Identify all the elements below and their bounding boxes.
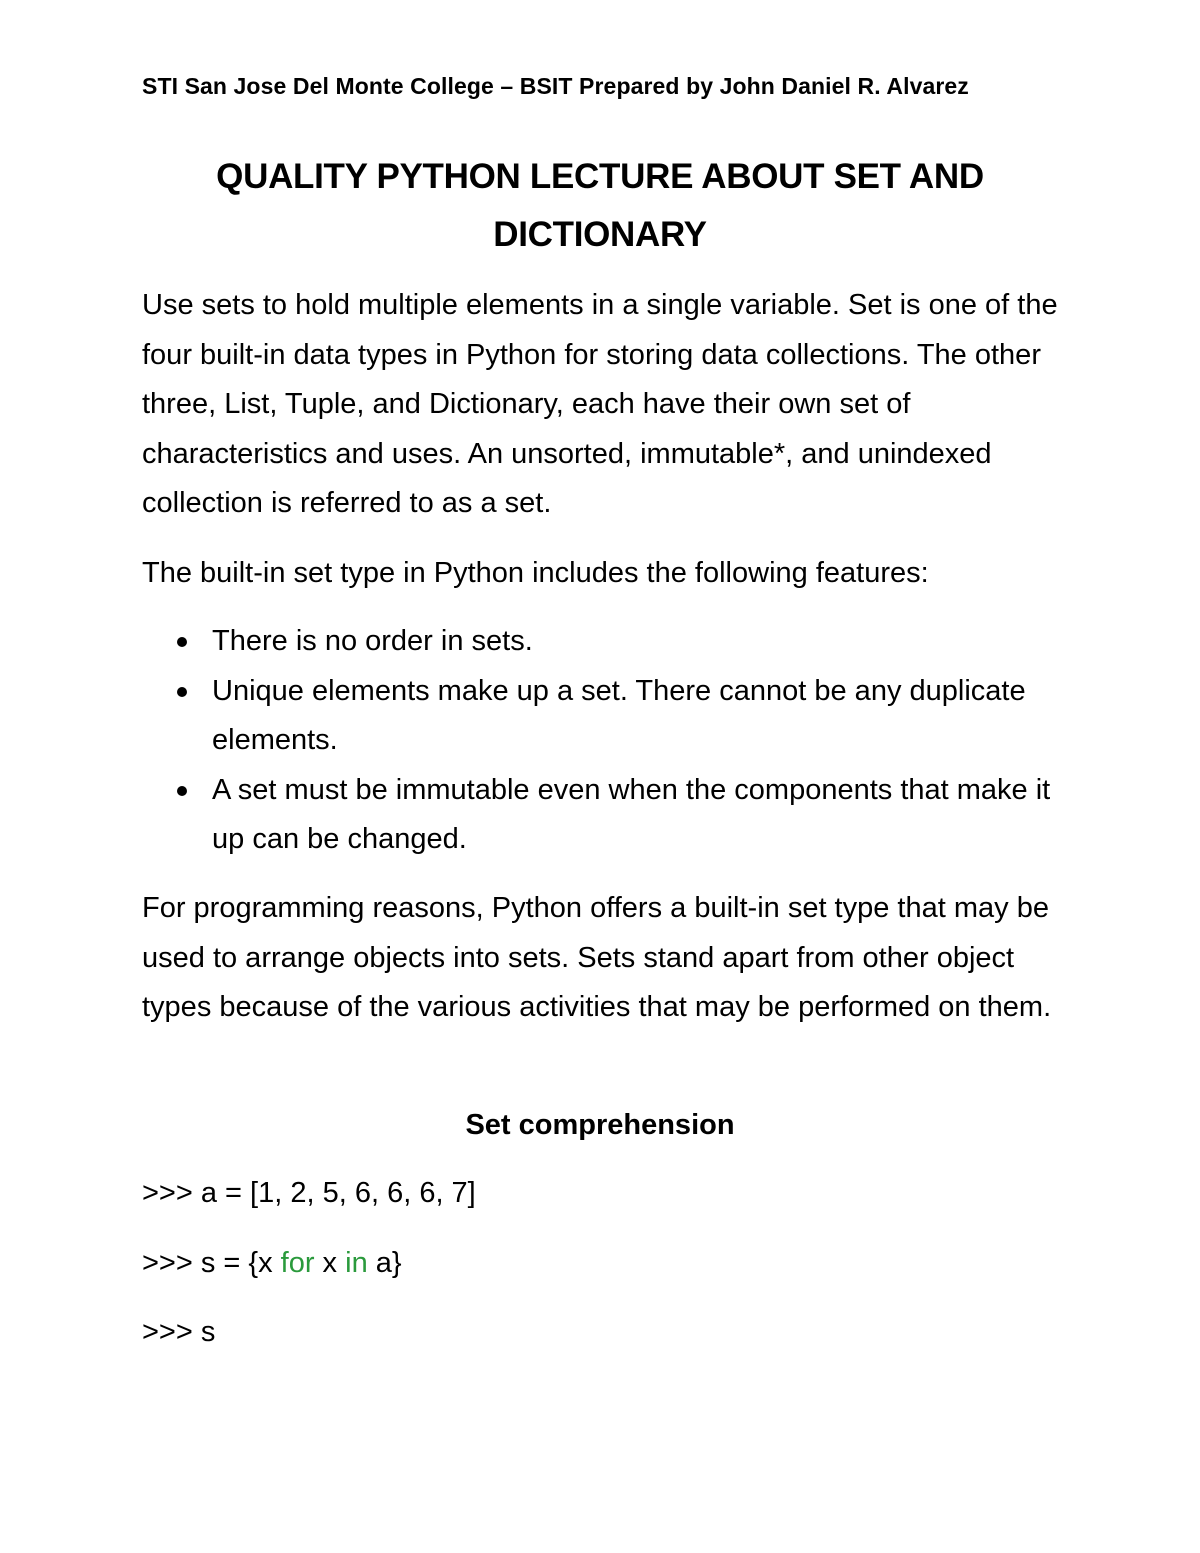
intro-paragraph: Use sets to hold multiple elements in a single variable. Set is one of the four built-in data types in Python for storing data collections. The other three, List, Tuple, and Dictionary, each have their own set of characteristics and uses. An unsorted, immutable*, and unindexed collection is referred to as a set. [142, 289, 1058, 519]
code-text: x [314, 1247, 346, 1279]
title-line-1: QUALITY PYTHON LECTURE ABOUT SET AND [216, 157, 984, 196]
programming-paragraph: For programming reasons, Python offers a built-in set type that may be used to arrange objects into sets. Sets stand apart from other object types because of the various activities that may be performed on them. [142, 892, 1052, 1023]
list-item [142, 617, 1058, 667]
bullet-icon [177, 637, 187, 647]
bullet-icon [177, 687, 187, 697]
bullet-icon [177, 786, 187, 796]
list-item [142, 667, 1058, 766]
list-item-text: Unique elements make up a set. There cannot be any duplicate elements. [212, 674, 1026, 756]
features-lead: The built-in set type in Python includes the following features: [142, 557, 929, 589]
code-text: a} [367, 1247, 402, 1279]
page-header: STI San Jose Del Monte College – BSIT Prepared by John Daniel R. Alvarez [142, 73, 969, 99]
keyword-in: in [345, 1247, 368, 1279]
code-text: >>> s = {x [142, 1247, 281, 1279]
code-line-2 [142, 1239, 402, 1289]
code-line-1: >>> a = [1, 2, 5, 6, 6, 6, 7] [142, 1177, 476, 1209]
features-list [142, 617, 1058, 865]
list-item-text: There is no order in sets. [212, 625, 533, 657]
page-title [142, 148, 1058, 264]
title-line-2: DICTIONARY [493, 215, 707, 254]
list-item [142, 766, 1058, 865]
section-heading-set-comprehension: Set comprehension [465, 1109, 735, 1141]
list-item-text: A set must be immutable even when the components that make it up can be changed. [212, 773, 1051, 855]
code-line-3: >>> s [142, 1316, 216, 1348]
keyword-for: for [280, 1247, 315, 1279]
